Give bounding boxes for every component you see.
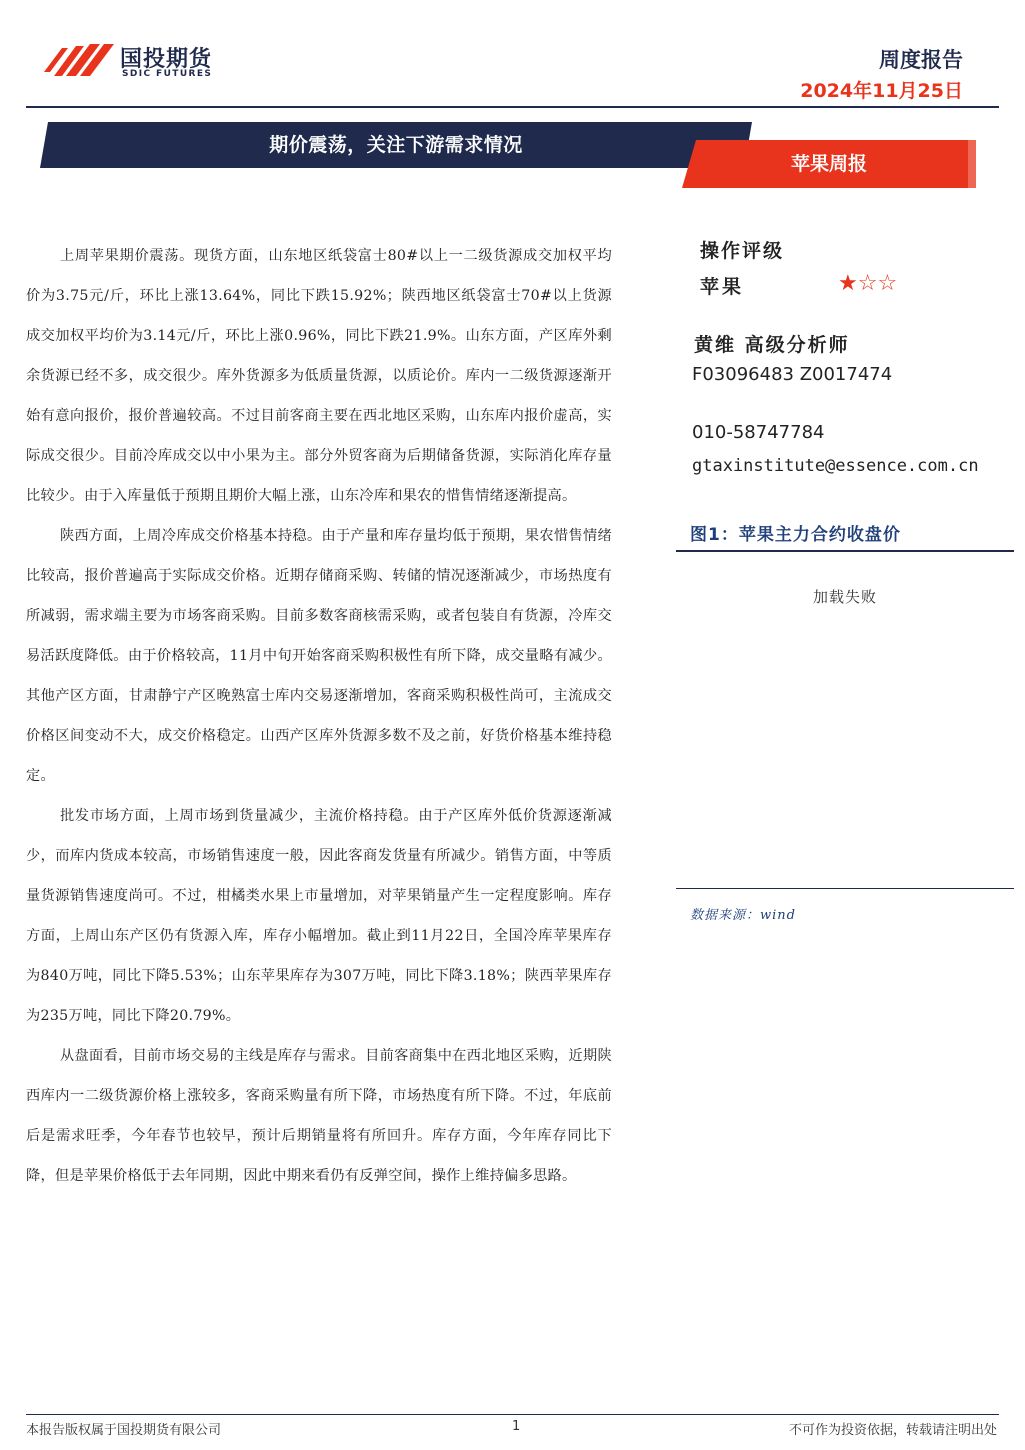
report-type: 周度报告: [879, 48, 963, 72]
rating-item: 苹果: [700, 276, 745, 298]
company-logo: [42, 42, 242, 82]
footer-copyright: 本报告版权属于国投期货有限公司: [26, 1423, 222, 1438]
page-number: 1: [512, 1419, 521, 1434]
paragraph-market-shandong: 上周苹果期价震荡。现货方面，山东地区纸袋富士80#以上一二级货源成交加权平均价为3.75元/斤，环比上涨13.64%，同比下跌15.92%；陕西地区纸袋富士70#以上货源成交加权平均价为3.14元/斤，环比上涨0.96%，同比下跌21.9%。山东方面，产区库外剩余货源已经不多，成交很少。库外货源多为低质量货源，以质论价。库内一二级货源逐渐开始有意向报价，报价普遍较高。不过目前客商主要在西北地区采购，山东库内报价虚高，实际成交很少。目前冷库成交以中小果为主。部分外贸客商为后期储备货源，实际消化库存量比较少。由于入库量低于预期且期价大幅上涨，山东冷库和果农的惜售情绪逐渐提高。: [26, 248, 612, 504]
paragraph-outlook: 从盘面看，目前市场交易的主线是库存与需求。目前客商集中在西北地区采购，近期陕西库内一二级货源价格上涨较多，客商采购量有所下降，市场热度有所下降。不过，年底前后是需求旺季，今年春节也较早，预计后期销量将有所回升。库存方面，今年库存同比下降，但是苹果价格低于去年同期，因此中期来看仍有反弹空间，操作上维持偏多思路。: [26, 1048, 612, 1184]
company-name-cn: 国投期货: [120, 47, 213, 72]
paragraph-wholesale: 批发市场方面，上周市场到货量减少，主流价格持稳。由于产区库外低价货源逐渐减少，而库内货成本较高，市场销售速度一般，因此客商发货量有所减少。销售方面，中等质量货源销售速度尚可。不过，柑橘类水果上市量增加，对苹果销量产生一定程度影响。库存方面，上周山东产区仍有货源入库，库存小幅增加。截止到11月22日，全国冷库苹果库存为840万吨，同比下降5.53%；山东苹果库存为307万吨，同比下降3.18%；陕西苹果库存为235万吨，同比下降20.79%。: [26, 808, 612, 1024]
figure-load-failed-text: 加载失败: [812, 588, 877, 606]
contact-email[interactable]: gtaxinstitute@essence.com.cn: [692, 456, 979, 476]
company-name-en: SDIC FUTURES: [122, 69, 213, 79]
footer-divider: [26, 1414, 999, 1415]
footer-disclaimer: 不可作为投资依据，转载请注明出处: [788, 1423, 997, 1438]
figure-title: 图1：苹果主力合约收盘价: [690, 525, 901, 545]
rating-stars-icon: ★☆☆: [838, 271, 898, 296]
report-body: [26, 236, 612, 1196]
figure-source: 数据来源：wind: [690, 908, 796, 923]
logo-mark-icon: [42, 42, 114, 80]
report-title: 期价震荡，关注下游需求情况: [269, 134, 523, 156]
report-date: 2024年11月25日: [800, 80, 963, 102]
analyst-name: 黄维 高级分析师: [694, 334, 850, 356]
contact-phone: 010-58747784: [692, 422, 825, 443]
rating-title: 操作评级: [700, 240, 785, 262]
report-category: 苹果周报: [790, 153, 867, 175]
paragraph-shaanxi: 陕西方面，上周冷库成交价格基本持稳。由于产量和库存量均低于预期，果农惜售情绪比较高，报价普遍高于实际成交价格。近期存储商采购、转储的情况逐渐减少，市场热度有所减弱，需求端主要为市场客商采购。目前多数客商核需采购，或者包装自有货源，冷库交易活跃度降低。由于价格较高，11月中旬开始客商采购积极性有所下降，成交量略有减少。其他产区方面，甘肃静宁产区晚熟富士库内交易逐渐增加，客商采购积极性尚可，主流成交价格区间变动不大，成交价格稳定。山西产区库外货源多数不及之前，好货价格基本维持稳定。: [26, 528, 612, 784]
header-divider: [26, 106, 999, 108]
figure-bottom-rule: [676, 888, 1014, 889]
analyst-certificates: F03096483 Z0017474: [692, 364, 893, 385]
